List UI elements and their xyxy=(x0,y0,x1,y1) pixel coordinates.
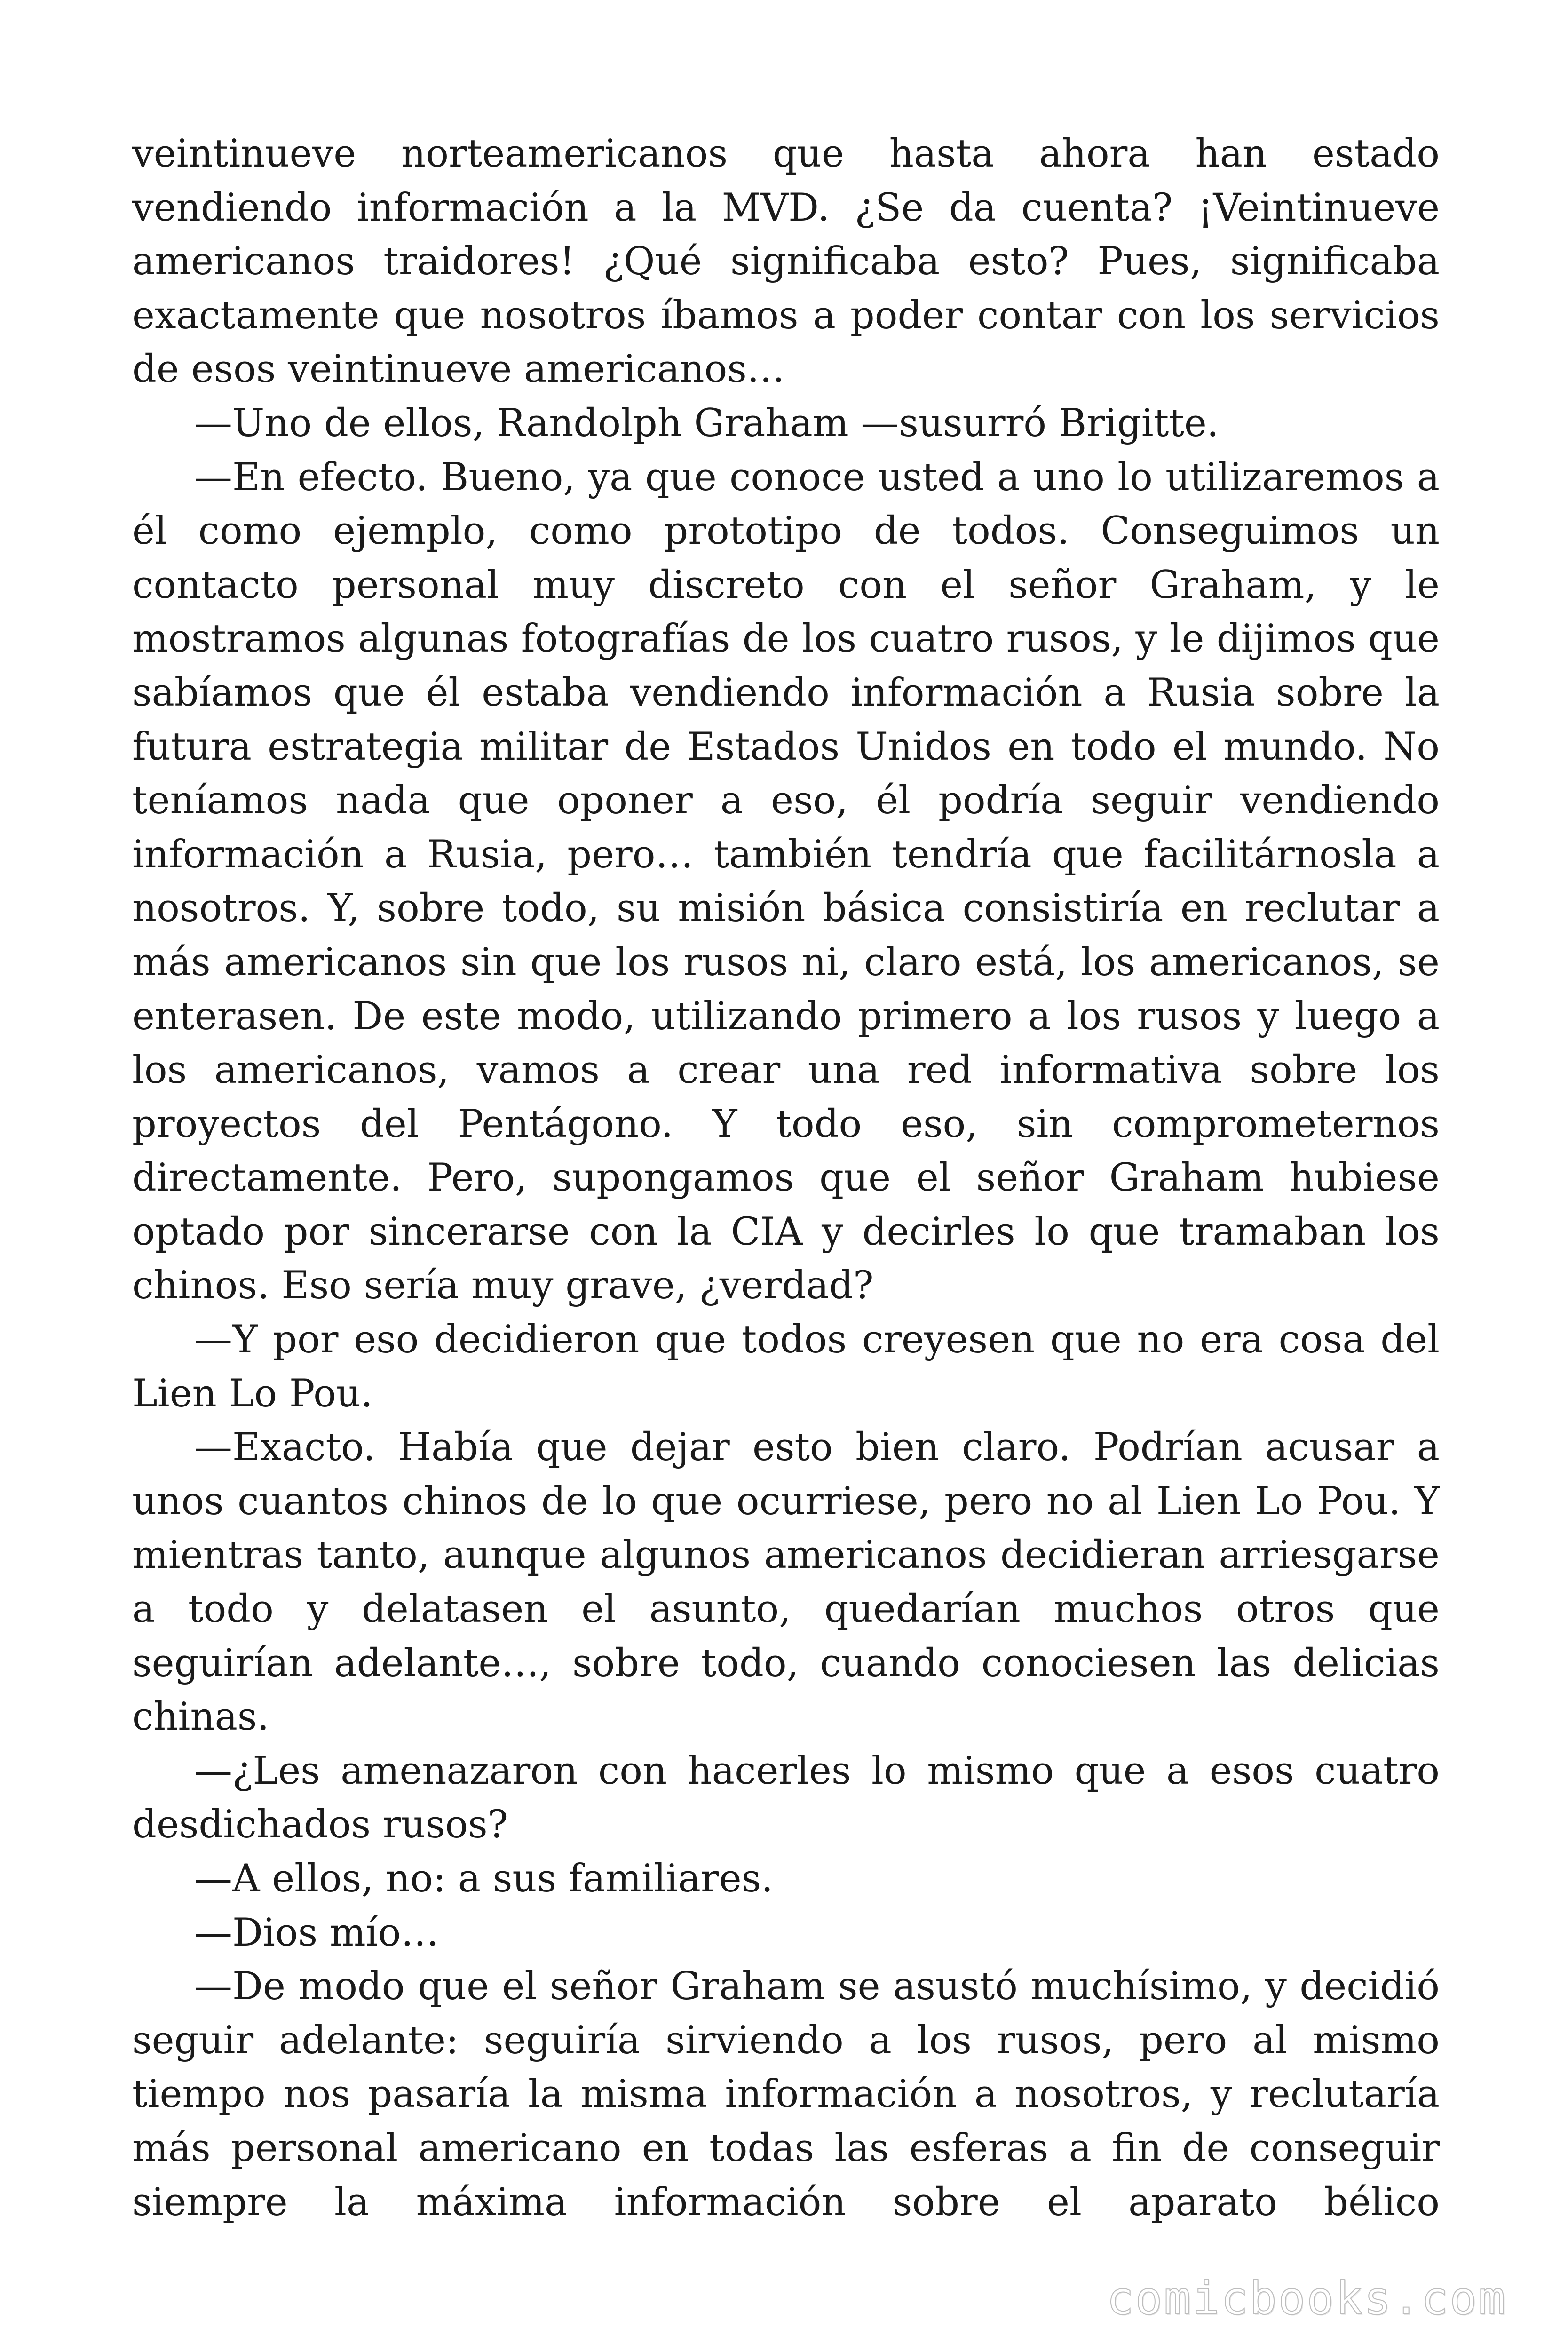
paragraph: —De modo que el señor Graham se asustó muchísimo, y decidió seguir adelante: seguiría sirviendo a los rusos, pero al mismo tiempo nos pasaría la misma información a nosotros, y reclutaría más personal americano en todas las esferas a fin de conseguir siempre la máxima información sobre el aparato bélico xyxy=(132,1964,1440,2225)
page-body xyxy=(132,127,1440,2229)
paragraph: —A ellos, no: a sus familiares. xyxy=(194,1857,773,1901)
paragraph: —¿Les amenazaron con hacerles lo mismo que a esos cuatro desdichados rusos? xyxy=(132,1748,1440,1847)
paragraph: —En efecto. Bueno, ya que conoce usted a uno lo utilizaremos a él como ejemplo, como prototipo de todos. Conseguimos un contacto personal muy discreto con el señor Graham, y le mostramos algunas fotografías de los cuatro rusos, y le dijimos que sabíamos que él estaba vendiendo información a Rusia sobre la futura estrategia militar de Estados Unidos en todo el mundo. No teníamos nada que oponer a eso, él podría seguir vendiendo información a Rusia, pero… también tendría que facilitárnosla a nosotros. Y, sobre todo, su misión básica consistiría en reclutar a más americanos sin que los rusos ni, claro está, los americanos, se enterasen. De este modo, utilizando primero a los rusos y luego a los americanos, vamos a crear una red informativa sobre los proyectos del Pentágono. Y todo eso, sin comprometernos directamente. Pero, supongamos que el señor Graham hubiese optado por sincerarse con la CIA y decirles lo que tramaban los chinos. Eso sería muy grave, ¿verdad? xyxy=(132,455,1440,1308)
paragraph: veintinueve norteamericanos que hasta ahora han estado vendiendo información a la MVD. ¿Se da cuenta? ¡Veintinueve americanos traidores! ¿Qué significaba esto? Pues, significaba exactamente que nosotros íbamos a poder contar con los servicios de esos veintinueve americanos… xyxy=(132,132,1440,392)
paragraph: —Y por eso decidieron que todos creyesen que no era cosa del Lien Lo Pou. xyxy=(132,1318,1440,1416)
paragraph: —Uno de ellos, Randolph Graham —susurró Brigitte. xyxy=(194,401,1219,445)
paragraph: —Dios mío… xyxy=(194,1910,439,1955)
paragraph: —Exacto. Había que dejar esto bien claro. Podrían acusar a unos cuantos chinos de lo que ocurriese, pero no al Lien Lo Pou. Y mientras tanto, aunque algunos americanos decidieran arriesgarse a todo y delatasen el asunto, quedarían muchos otros que seguirían adelante…, sobre todo, cuando conociesen las delicias chinas. xyxy=(132,1425,1440,1740)
watermark: comicbooks.com xyxy=(1106,2272,1507,2325)
